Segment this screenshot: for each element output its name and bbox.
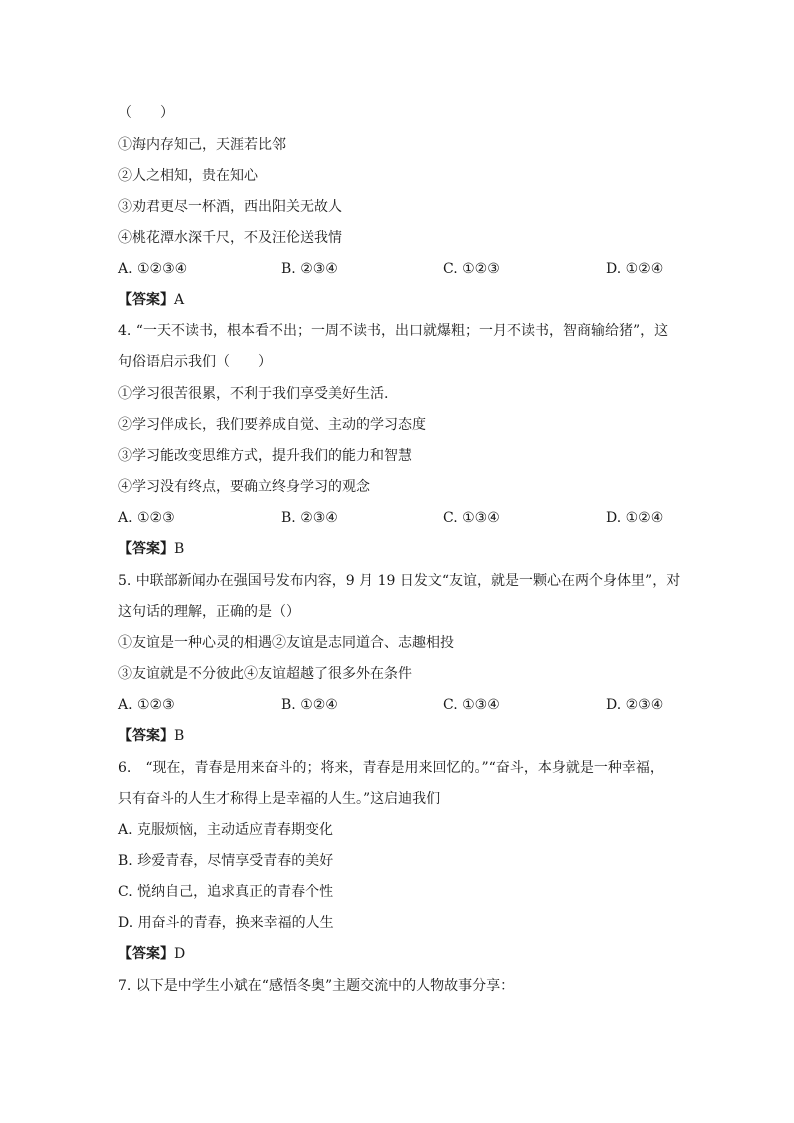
q3-option-a: A. ①②③④ (118, 261, 188, 277)
answer-label: 【答案】 (118, 292, 174, 308)
q6-option-d: D. 用奋斗的青春，换来幸福的人生 (118, 915, 334, 931)
q4-item-4: ④学习没有终点，要确立终身学习的观念 (118, 479, 370, 495)
q6-option-c: C. 悦纳自己，追求真正的青春个性 (118, 884, 334, 900)
q3-answer (118, 291, 184, 309)
q5-option-d: D. ②③④ (606, 697, 664, 713)
q6-answer (118, 945, 185, 963)
q3-item-1: ①海内存知己，天涯若比邻 (118, 137, 286, 153)
answer-value: B (174, 541, 185, 557)
answer-label: 【答案】 (118, 946, 174, 962)
q3-item-2: ②人之相知，贵在知心 (118, 168, 258, 184)
answer-value: D (174, 946, 186, 962)
q6-stem-line-2: 只有奋斗的人生才称得上是幸福的人生。”这启迪我们 (118, 791, 441, 807)
q3-bracket: （ ） (118, 105, 174, 121)
q5-option-a: A. ①②③ (118, 697, 175, 713)
q6-option-a: A. 克服烦恼，主动适应青春期变化 (118, 822, 334, 838)
q5-option-b: B. ①②④ (281, 697, 338, 713)
q7-stem-line-1: 7. 以下是中学生小斌在“感悟冬奥”主题交流中的人物故事分享： (118, 978, 515, 994)
answer-value: A (174, 292, 185, 308)
q3-option-d: D. ①②④ (606, 261, 664, 277)
q4-stem-line-2: 句俗语启示我们（ ） (118, 354, 272, 370)
q4-item-2: ②学习伴成长，我们要养成自觉、主动的学习态度 (118, 417, 426, 433)
answer-label: 【答案】 (118, 728, 174, 744)
q5-option-c: C. ①③④ (443, 697, 500, 713)
q3-option-b: B. ②③④ (281, 261, 338, 277)
q4-stem-line-1: 4. “一天不读书，根本看不出；一周不读书，出口就爆粗；一月不读书，智商输给猪”，这 (118, 323, 669, 339)
q4-option-d: D. ①②④ (606, 510, 664, 526)
q5-item-2: ③友谊就是不分彼此④友谊超越了很多外在条件 (118, 666, 412, 682)
q3-item-4: ④桃花潭水深千尺，不及汪伦送我情 (118, 230, 342, 246)
q5-answer (118, 727, 184, 745)
q5-item-1: ①友谊是一种心灵的相遇②友谊是志同道合、志趣相投 (118, 635, 454, 651)
q5-stem-line-2: 这句话的理解，正确的是（） (118, 604, 300, 620)
answer-label: 【答案】 (118, 541, 174, 557)
q4-option-b: B. ②③④ (281, 510, 338, 526)
q4-answer (118, 540, 184, 558)
q6-option-b: B. 珍爱青春，尽情享受青春的美好 (118, 853, 334, 869)
q3-option-c: C. ①②③ (443, 261, 500, 277)
q6-stem-line-1: 6. “现在，青春是用来奋斗的；将来，青春是用来回忆的。”“奋斗，本身就是一种幸福， (118, 760, 664, 776)
q4-option-a: A. ①②③ (118, 510, 175, 526)
q4-item-1: ①学习很苦很累，不利于我们享受美好生活. (118, 386, 389, 402)
q4-item-3: ③学习能改变思维方式，提升我们的能力和智慧 (118, 448, 412, 464)
q4-option-c: C. ①③④ (443, 510, 500, 526)
answer-value: B (174, 728, 185, 744)
q5-stem-line-1: 5. 中联部新闻办在强国号发布内容，9 月 19 日发文“友谊，就是一颗心在两个身体里”，对 (118, 573, 681, 589)
q3-item-3: ③劝君更尽一杯酒，西出阳关无故人 (118, 199, 342, 215)
